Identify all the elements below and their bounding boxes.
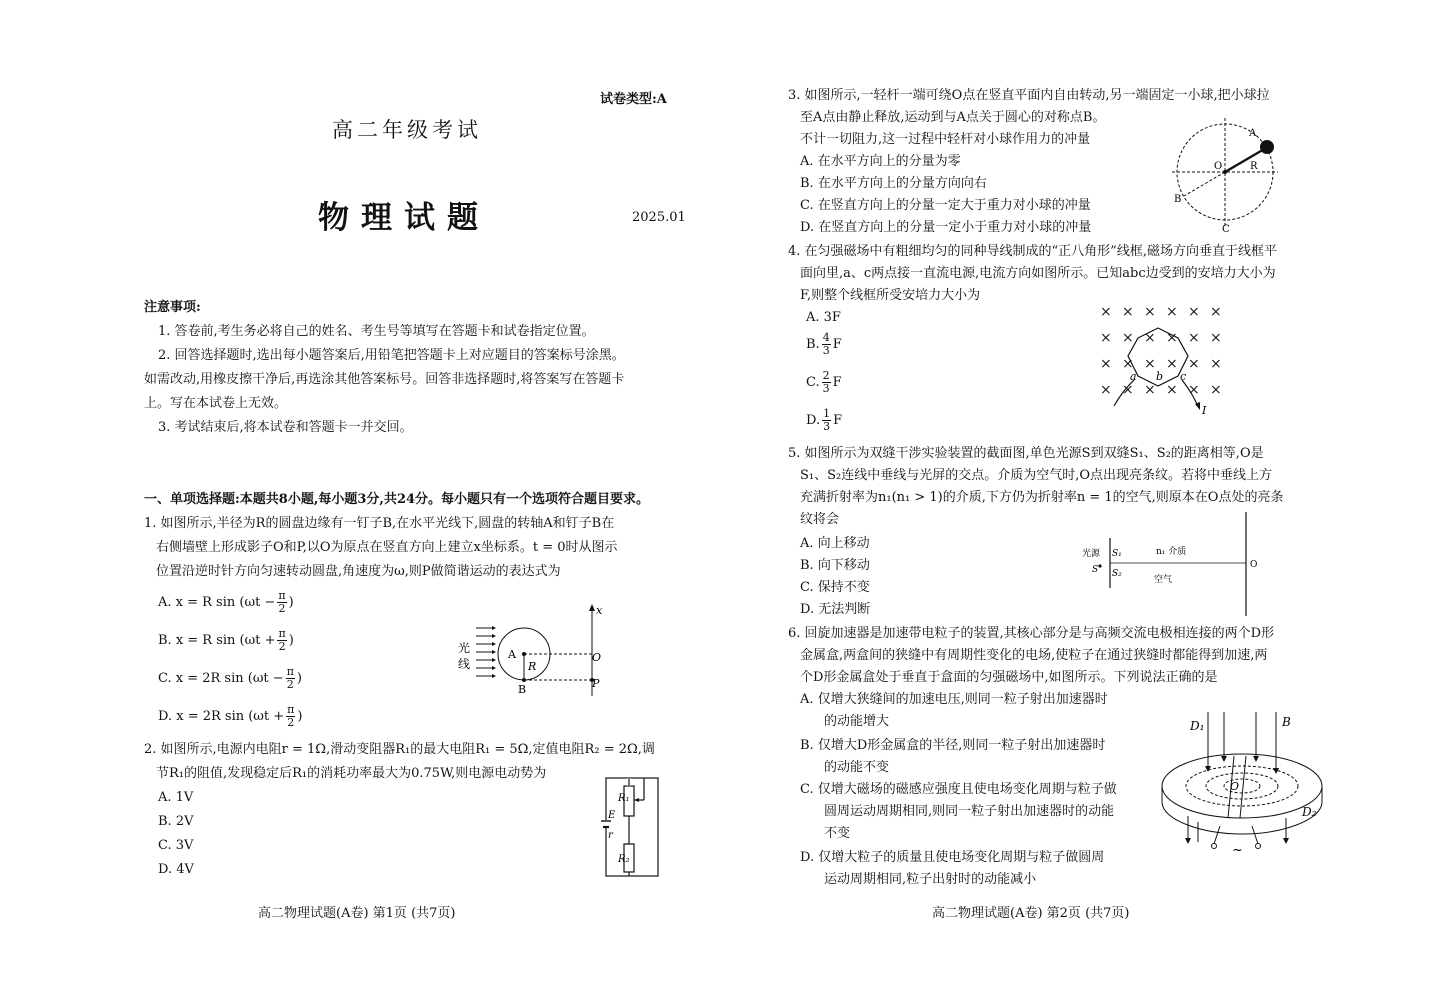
q6-stem: 金属盒,两盒间的狭缝中有周期性变化的电场,使粒子在通过狭缝时都能得到加速,两 — [800, 648, 1268, 663]
label-source: 光源 — [1082, 549, 1101, 559]
label-S1: S₁ — [1112, 549, 1122, 559]
label-S2: S₂ — [1112, 569, 1122, 579]
cross-mark: × — [1188, 330, 1200, 346]
cross-mark: × — [1166, 382, 1178, 398]
label-D2: D₂ — [1302, 805, 1317, 819]
exam-type: 试卷类型:A — [600, 92, 667, 107]
label-O: O — [1250, 560, 1258, 570]
q1-stem: 右侧墙壁上形成影子O和P,以O为原点在竖直方向上建立x坐标系。t = 0时从图示 — [156, 540, 618, 555]
notice-line: 如需改动,用橡皮擦干净后,再选涂其他答案标号。回答非选择题时,将答案写在答题卡 — [144, 372, 625, 387]
q6-option-a: A. 仅增大狭缝间的加速电压,则同一粒子射出加速器时 — [800, 692, 1108, 707]
label-E: E — [608, 810, 616, 821]
label-x: x — [596, 604, 603, 617]
q3-option-c: C. 在竖直方向上的分量一定大于重力对小球的冲量 — [800, 198, 1091, 213]
cross-mark: × — [1144, 304, 1156, 320]
q3-stem: 不计一切阻力,这一过程中轻杆对小球作用力的冲量 — [800, 132, 1091, 147]
q2-circuit-figure — [598, 774, 668, 880]
label-C: C — [1222, 224, 1230, 235]
label-O: O — [1214, 161, 1223, 172]
q3-option-b: B. 在水平方向上的分量方向向右 — [800, 176, 987, 191]
cross-mark: × — [1210, 330, 1222, 346]
cross-mark: × — [1122, 330, 1134, 346]
label-O: O — [592, 651, 602, 664]
q4-stem: 面向里,a、c两点接一直流电源,电流方向如图所示。已知abc边受到的安培力大小为 — [800, 266, 1276, 281]
q2-stem: 节R₁的阻值,发现稳定后R₁的消耗功率最大为0.75W,则电源电动势为 — [156, 766, 547, 781]
q2-option-d: D. 4V — [158, 862, 194, 877]
label-a: a — [1130, 370, 1137, 383]
label-D1: D₁ — [1190, 719, 1205, 733]
label-B: B — [1282, 715, 1291, 729]
q3-option-d: D. 在竖直方向上的分量一定小于重力对小球的冲量 — [800, 220, 1092, 235]
subject-title: 物理试题 — [318, 200, 490, 236]
label-light: 线 — [458, 657, 471, 671]
cross-mark: × — [1144, 330, 1156, 346]
label-c: c — [1180, 370, 1187, 383]
q4-option-c: C. $\frac{2}{3}$ F — [806, 369, 842, 395]
q6-option-b: 的动能不变 — [824, 760, 890, 775]
q2-option-b: B. 2V — [158, 814, 194, 829]
q5-stem: 充满折射率为n₁(n₁ > 1)的介质,下方仍为折射率n = 1的空气,则原本在O点处的亮条 — [800, 490, 1284, 505]
q1-stem: 位置沿逆时针方向匀速转动圆盘,角速度为ω,则P做简谐运动的表达式为 — [156, 564, 561, 579]
cross-mark: × — [1122, 304, 1134, 320]
cross-mark: × — [1188, 356, 1200, 372]
q4-stem: 4. 在匀强磁场中有粗细均匀的同种导线制成的“正八角形”线框,磁场方向垂直于线框平 — [788, 244, 1277, 259]
notice-line: 3. 考试结束后,将本试卷和答题卡一并交回。 — [158, 420, 413, 435]
q5-double-slit-figure — [1080, 508, 1260, 618]
q4-option-d: D. $\frac{1}{3}$ F — [806, 407, 843, 433]
label-medium: n₁ 介质 — [1156, 547, 1187, 557]
q6-stem: 6. 回旋加速器是加速带电粒子的装置,其核心部分是与高频交流电极相连接的两个D形 — [788, 626, 1275, 641]
cross-mark: × — [1144, 356, 1156, 372]
cross-mark: × — [1100, 304, 1112, 320]
q6-option-c: 圆周运动周期相同,则同一粒子射出加速器时的动能 — [824, 804, 1115, 819]
q6-option-d: D. 仅增大粒子的质量且使电场变化周期与粒子做圆周 — [800, 850, 1105, 865]
q1-option-c: C. x = 2R sin (ωt − $\frac{\pi}{2}$ ) — [158, 665, 302, 691]
q5-option-c: C. 保持不变 — [800, 580, 870, 595]
cross-mark: × — [1166, 304, 1178, 320]
q6-stem: 个D形金属盒处于垂直于盒面的匀强磁场中,如图所示。下列说法正确的是 — [800, 670, 1218, 685]
label-r: r — [608, 830, 613, 841]
label-A: A — [1249, 128, 1257, 139]
notice-line: 2. 回答选择题时,选出每小题答案后,用铅笔把答题卡上对应题目的答案标号涂黑。 — [158, 348, 625, 363]
label-b: b — [1156, 370, 1164, 383]
label-R: R — [1250, 161, 1258, 172]
page-footer: 高二物理试题(A卷) 第1页 (共7页) — [258, 906, 456, 921]
notice-title: 注意事项: — [144, 300, 201, 315]
label-R1: R₁ — [618, 793, 630, 804]
cross-mark: × — [1122, 356, 1134, 372]
notice-line: 1. 答卷前,考生务必将自己的姓名、考生号等填写在答题卡和试卷指定位置。 — [158, 324, 595, 339]
q6-option-b: B. 仅增大D形金属盒的半径,则同一粒子射出加速器时 — [800, 738, 1106, 753]
cross-mark: × — [1166, 356, 1178, 372]
q2-option-c: C. 3V — [158, 838, 194, 853]
exam-page-2 — [718, 0, 1437, 1002]
q6-option-d: 运动周期相同,粒子出射时的动能减小 — [824, 872, 1037, 887]
q6-option-c: 不变 — [824, 826, 851, 841]
label-air: 空气 — [1154, 575, 1173, 585]
q4-octagon-figure — [1094, 298, 1234, 418]
q5-option-d: D. 无法判断 — [800, 602, 871, 617]
q1-disk-figure — [450, 600, 610, 700]
cross-mark: × — [1122, 382, 1134, 398]
q1-option-b: B. x = R sin (ωt + $\frac{\pi}{2}$ ) — [158, 627, 294, 653]
label-B: B — [1174, 194, 1182, 205]
exam-date: 2025.01 — [632, 210, 686, 225]
q5-stem: 纹将会 — [800, 512, 840, 527]
q6-option-c: C. 仅增大磁场的磁感应强度且使电场变化周期与粒子做 — [800, 782, 1117, 797]
label-O: O — [1230, 780, 1240, 793]
q2-stem: 2. 如图所示,电源内电阻r = 1Ω,滑动变阻器R₁的最大电阻R₁ = 5Ω,定值电阻R₂ = 2Ω,调 — [144, 742, 655, 757]
q2-option-a: A. 1V — [158, 790, 194, 805]
cross-mark: × — [1144, 382, 1156, 398]
q6-option-a: 的动能增大 — [824, 714, 890, 729]
q5-stem: S₁、S₂连线中垂线与光屏的交点。介质为空气时,O点出现亮条纹。若将中垂线上方 — [800, 468, 1273, 483]
q4-stem: F,则整个线框所受安培力大小为 — [800, 288, 981, 303]
cross-mark: × — [1188, 304, 1200, 320]
cross-mark: × — [1100, 382, 1112, 398]
q3-option-a: A. 在水平方向上的分量为零 — [800, 154, 961, 169]
cross-mark: × — [1188, 382, 1200, 398]
exam-name: 高二年级考试 — [332, 118, 482, 142]
label-P: P — [592, 677, 600, 690]
label-I: I — [1202, 404, 1207, 417]
light-arrowheads — [492, 626, 496, 678]
notice-line: 上。写在本试卷上无效。 — [144, 396, 288, 411]
q3-stem: 至A点由静止释放,运动到与A点关于圆心的对称点B。 — [800, 110, 1106, 125]
q4-option-a: A. 3F — [806, 310, 841, 325]
q5-stem: 5. 如图所示为双缝干涉实验装置的截面图,单色光源S到双缝S₁、S₂的距离相等,O是 — [788, 446, 1264, 461]
q3-pendulum-figure — [1170, 112, 1280, 235]
cross-mark: × — [1210, 304, 1222, 320]
label-B: B — [518, 683, 527, 696]
page-footer: 高二物理试题(A卷) 第2页 (共7页) — [932, 906, 1130, 921]
q4-option-b: B. $\frac{4}{3}$ F — [806, 331, 842, 357]
cross-mark: × — [1100, 356, 1112, 372]
q5-option-b: B. 向下移动 — [800, 558, 870, 573]
label-ac: ~ — [1232, 843, 1243, 858]
label-R: R — [528, 660, 537, 673]
label-R2: R₂ — [618, 854, 630, 865]
q5-option-a: A. 向上移动 — [800, 536, 870, 551]
cross-mark: × — [1166, 330, 1178, 346]
section-title: 一、单项选择题:本题共8小题,每小题3分,共24分。每小题只有一个选项符合题目要求。 — [144, 492, 650, 507]
cross-mark: × — [1210, 356, 1222, 372]
q6-cyclotron-figure — [1158, 706, 1328, 856]
label-light: 光 — [458, 641, 471, 655]
cross-mark: × — [1210, 382, 1222, 398]
label-S: S — [1092, 565, 1099, 575]
label-A: A — [508, 648, 516, 661]
exam-page-1 — [0, 0, 718, 1002]
q3-stem: 3. 如图所示,一轻杆一端可绕O点在竖直平面内自由转动,另一端固定一小球,把小球拉 — [788, 88, 1270, 103]
q1-option-a: A. x = R sin (ωt − $\frac{\pi}{2}$ ) — [158, 589, 294, 615]
cross-mark: × — [1100, 330, 1112, 346]
q1-stem: 1. 如图所示,半径为R的圆盘边缘有一钉子B,在水平光线下,圆盘的转轴A和钉子B在 — [144, 516, 615, 531]
q1-option-d: D. x = 2R sin (ωt + $\frac{\pi}{2}$ ) — [158, 703, 303, 729]
